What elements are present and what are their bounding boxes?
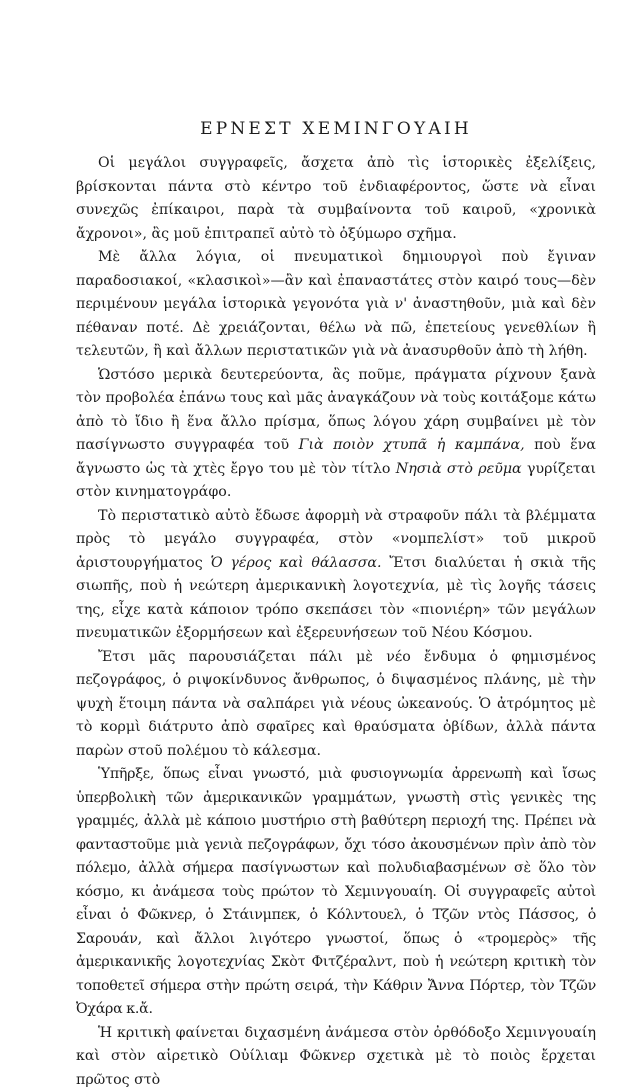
body-text (76, 152, 596, 1092)
paragraph-text: Ὡστόσο μερικὰ δευτερεύοντα, ἂς ποῦμε, πράγματα ρίχνουν ξανὰ τὸν προβολέα ἐπάνω τους καὶ μᾶς ἀναγκάζουν νὰ τοὺς κοιτάξομε κάτω ἀπὸ τὸ ἴδιο ἢ ἕνα ἄλλο πρίσμα, ὅπως λόγου χάρη συμβαίνει μὲ τὸν πασίγνωστο συγγραφέα τοῦ (76, 367, 596, 454)
paragraph-text: Οἱ μεγάλοι συγγραφεῖς, ἄσχετα ἀπὸ τὶς ἱστορικὲς ἐξελίξεις, βρίσκονται πάντα στὸ κέντρο τοῦ ἐνδιαφέροντος, ὥστε νὰ εἶναι συνεχῶς ἐπίκαιροι, παρὰ τὰ συμβαίνοντα τοῦ καιροῦ, «χρονικὰ ἄχρονοι», ἂς μοῦ ἐπιτραπεῖ αὐτὸ τὸ ὀξύμωρο σχῆμα. (76, 155, 596, 242)
paragraph (76, 505, 596, 646)
paragraph-text: Ἡ κριτικὴ φαίνεται διχασμένη ἀνάμεσα στὸν ὀρθόδοξο Χεμινγουαίη καὶ στὸν αἱρετικὸ Οὐίλιαμ Φῶκνερ σχετικὰ μὲ τὸ ποιὸς ἔρχεται πρῶτος στὸ (76, 1025, 596, 1088)
paragraph (76, 246, 596, 364)
paragraph (76, 646, 596, 764)
paragraph-text: Ἔτσι διαλύεται ἡ σκιὰ τῆς σιωπῆς, ποὺ ἡ νεώτερη ἀμερικανικὴ λογοτεχνία, μὲ τὶς λογῆς τάσεις της, εἶχε κατὰ κάποιον τρόπο σκεπάσει τὸν «πιονιέρη» τῶν μεγάλων πνευματικῶν ἐξορμήσεων καὶ ἐξερευνήσεων τοῦ Νέου Κόσμου. (76, 555, 596, 642)
paragraph (76, 763, 596, 1022)
paragraph-text: Ὑπῆρξε, ὅπως εἶναι γνωστό, μιὰ φυσιογνωμία ἀρρενωπὴ καὶ ἴσως ὑπερβολικὴ τῶν ἀμερικανικῶν γραμμάτων, γνωστὴ στὶς γενικὲς της γραμμές, ἀλλὰ μὲ κάποιο μυστήριο στὴ βαθύτερη περιοχή της. Πρέπει νὰ φανταστοῦμε μιὰ γενιὰ πεζογράφων, ὄχι τόσο ἀκουσμένων πρὶν ἀπὸ τὸν πόλεμο, ἀλλὰ σήμερα πασίγνωστων καὶ πολυδιαβασμένων σὲ ὅλο τὸν κόσμο, κι ἀνάμεσα τοὺς πρώτον τὸ Χεμινγουαίη. Οἱ συγγραφεῖς αὐτοὶ εἶναι ὁ Φῶκνερ, ὁ Στάινμπεκ, ὁ Κόλντουελ, ὁ Τζῶν ντὸς Πάσσος, ὁ Σαρουάν, καὶ ἄλλοι λιγότερο γνωστοί, ὅπως ὁ «τρομερὸς» τῆς ἀμερικανικῆς λογοτεχνίας Σκὸτ Φιτζέραλντ, ποὺ ἡ νεώτερη κριτικὴ τὸν τοποθετεῖ σήμερα στὴν πρώτη σειρά, τὴν Κάθριν Ἄννα Πόρτερ, τὸν Τζῶν Ὀχάρα κ.ἄ. (76, 766, 596, 1017)
paragraph-text: Μὲ ἄλλα λόγια, οἱ πνευματικοὶ δημιουργοὶ ποὺ ἔγιναν παραδοσιακοί, «κλασικοὶ»—ἂν καὶ ἐπαναστάτες στὸν καιρό τους—δὲν περιμένουν μεγάλα ἱστορικὰ γεγονότα γιὰ ν' ἀναστηθοῦν, μιὰ καὶ δὲν πέθαναν ποτέ. Δὲ χρειάζονται, θέλω νὰ πῶ, ἐπετείους γενεθλίων ἢ τελευτῶν, ἢ καὶ ἄλλων περιστατικῶν γιὰ νὰ ἀνασυρθοῦν ἀπὸ τὴ λήθη. (76, 249, 596, 359)
paragraph (76, 152, 596, 246)
italic-title-text: Ὁ γέρος καὶ θάλασσα. (210, 555, 381, 571)
italic-title-text: Γιὰ ποιὸν χτυπᾶ ἡ καμπάνα, (299, 437, 525, 453)
paragraph (76, 364, 596, 505)
paragraph-text: Τὸ περιστατικὸ αὐτὸ ἔδωσε ἀφορμὴ νὰ στραφοῦν πάλι τὰ βλέμματα πρὸς τὸ μεγάλο συγγραφέα, στὸν «νομπελίστ» τοῦ μικροῦ ἀριστουργήματος (76, 508, 596, 571)
paragraph-text: ποὺ ἕνα ἄγνωστο ὡς τὰ χτὲς ἔργο του μὲ τὸν τίτλο (76, 437, 596, 477)
paragraph (76, 1022, 596, 1092)
paragraph-text: Ἔτσι μᾶς παρουσιάζεται πάλι μὲ νέο ἔνδυμα ὁ φημισμένος πεζογράφος, ὁ ριψοκίνδυνος ἄνθρωπος, ὁ διψασμένος πλάνης, μὲ τὴν ψυχὴ ἕτοιμη πάντα νὰ σαλπάρει γιὰ νέους ὠκεανούς. Ὁ ἀτρόμητος μὲ τὸ κορμὶ διάτρυτο ἀπὸ σφαῖρες καὶ θραύσματα ὀβίδων, ἀλλὰ πάντα παρὼν στοῦ πολέμου τὸ κάλεσμα. (76, 649, 596, 759)
book-page (76, 0, 596, 1024)
paragraph-text: γυρίζεται στὸν κινηματογράφο. (76, 461, 596, 501)
chapter-title: ΕΡΝΕΣΤ ΧΕΜΙΝΓΟΥΑΙΗ (76, 119, 596, 139)
italic-title-text: Νησιὰ στὸ ρεῦμα (396, 461, 522, 477)
